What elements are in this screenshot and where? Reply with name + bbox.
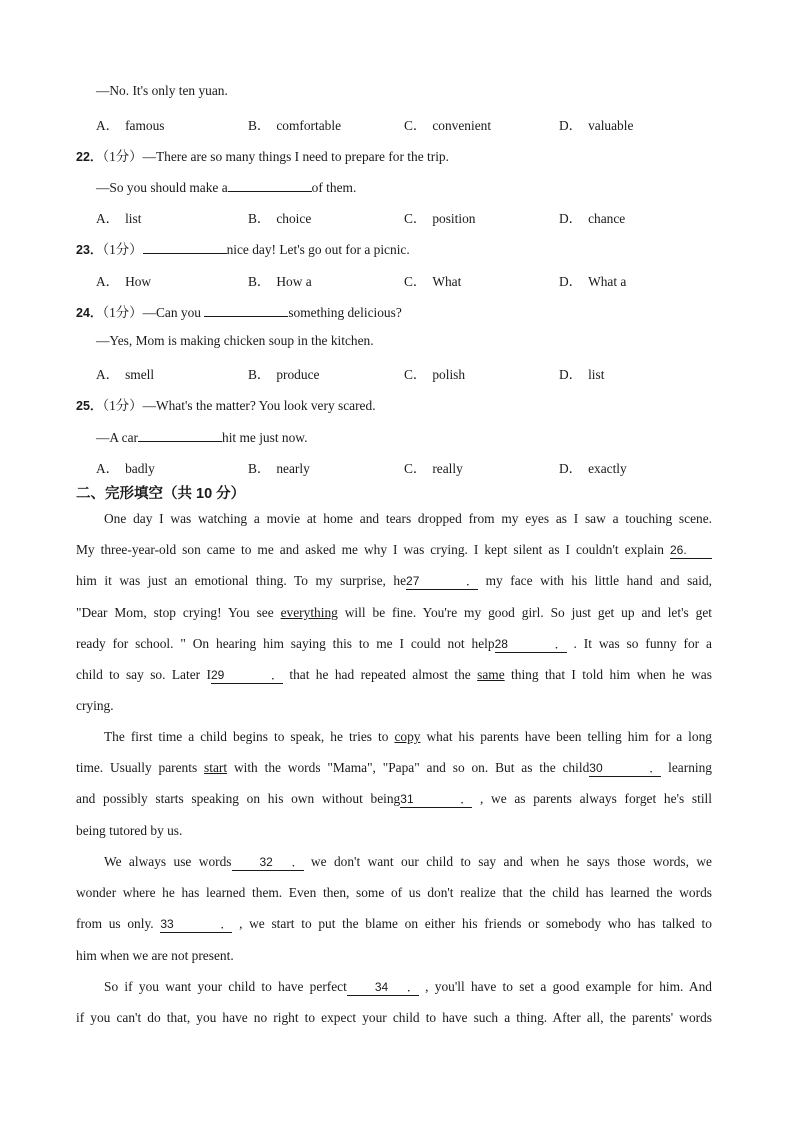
cloze-blank-33[interactable]: 33． [160, 917, 233, 932]
q21-option-a[interactable]: A． famous [96, 118, 165, 133]
passage-line: One day I was watching a movie at home and tears dropped from my eyes as I saw a touching scene. [104, 511, 712, 526]
q24-option-a[interactable]: A． smell [96, 367, 155, 382]
answer-blank[interactable] [228, 177, 312, 192]
q21-option-c[interactable]: C． convenient [404, 118, 492, 133]
passage-line: wonder where he has learned them. Even then, some of us don't realize that the child has learned the words [76, 885, 712, 901]
q22-option-d[interactable]: D． chance [559, 211, 626, 226]
question-number: 25． [76, 399, 103, 413]
passage-line: and possibly starts speaking on his own without being31． , we as parents always forget he's still [76, 791, 712, 807]
passage-line: crying. [76, 698, 114, 714]
passage-line: from us only. 33． , we start to put the blame on either his friends or somebody who has talked to [76, 916, 712, 932]
q21-options [96, 115, 716, 133]
q22-option-b[interactable]: B． choice [248, 211, 312, 226]
q22-stem: 22．（1分）—There are so many things I need to prepare for the trip. [76, 149, 449, 164]
cloze-blank-28[interactable]: 28． [494, 636, 567, 651]
q24-option-b[interactable]: B． produce [248, 367, 320, 382]
answer-blank[interactable] [138, 427, 222, 442]
passage-line: him when we are not present. [76, 947, 234, 963]
question-score: （1分） [102, 242, 143, 257]
question-number: 24． [76, 306, 103, 320]
q25-option-d[interactable]: D． exactly [559, 461, 627, 476]
q23-option-d[interactable]: D． What a [559, 274, 627, 289]
underlined-word: everything [280, 604, 338, 620]
q25-option-c[interactable]: C． really [404, 461, 463, 476]
q24-line2: —Yes, Mom is making chicken soup in the kitchen. [96, 333, 374, 348]
passage-line: ready for school. " On hearing him saying this to me I could not help28． . It was so funny for a [76, 635, 712, 651]
passage-line: So if you want your child to have perfect 34． , you'll have to set a good example for him. And [104, 979, 712, 994]
question-score: （1分） [102, 149, 143, 164]
q23-stem: 23．（1分） nice day! Let's go out for a picnic. [76, 239, 410, 258]
q25-option-b[interactable]: B． nearly [248, 461, 310, 476]
answer-blank[interactable] [143, 239, 227, 254]
q23-options [96, 271, 716, 289]
q21-option-d[interactable]: D． valuable [559, 118, 634, 133]
passage-line: child to say so. Later I29． that he had repeated almost the same thing that I told him when he was [76, 667, 712, 683]
q25-options [96, 458, 716, 476]
q23-option-b[interactable]: B． How a [248, 274, 312, 289]
cloze-blank-26[interactable]: 26. [670, 542, 712, 559]
q25-option-a[interactable]: A． badly [96, 461, 155, 476]
q25-line2: —A car hit me just now. [96, 427, 307, 446]
question-score: （1分） [102, 305, 143, 320]
passage-paragraph-1 [76, 503, 712, 721]
q24-option-c[interactable]: C． polish [404, 367, 466, 382]
passage-line: him it was just an emotional thing. To my surprise, he27． my face with his little hand and said, [76, 573, 712, 589]
q21-option-b[interactable]: B． comfortable [248, 118, 342, 133]
underlined-word: copy [394, 729, 421, 744]
q24-stem: 24．（1分）—Can you something delicious? [76, 302, 402, 321]
passage-paragraph-3 [76, 846, 712, 971]
q24-option-d[interactable]: D． list [559, 367, 605, 382]
passage-line: My three-year-old son came to me and asked me why I was crying. I kept silent as I couldn't explain 26. [76, 534, 712, 565]
cloze-blank-29[interactable]: 29． [210, 668, 283, 683]
cloze-blank-31[interactable]: 31． [400, 792, 473, 807]
q25-stem: 25．（1分）—What's the matter? You look very scared. [76, 398, 376, 413]
q23-option-c[interactable]: C． What [404, 274, 462, 289]
q24-options [96, 364, 716, 382]
q21-answer-line: —No. It's only ten yuan. [96, 83, 228, 98]
question-number: 23． [76, 243, 103, 257]
question-number: 22． [76, 150, 103, 164]
passage-line: We always use words 32． we don't want our child to say and when he says those words, we [104, 854, 712, 869]
cloze-blank-34[interactable]: 34． [347, 979, 419, 996]
q22-option-c[interactable]: C． position [404, 211, 476, 226]
cloze-blank-30[interactable]: 30． [589, 761, 662, 776]
cloze-blank-32[interactable]: 32． [232, 854, 304, 871]
passage-line: being tutored by us. [76, 822, 183, 838]
passage-paragraph-2 [76, 721, 712, 846]
question-score: （1分） [102, 398, 143, 413]
answer-blank[interactable] [204, 302, 288, 317]
passage-line: if you can't do that, you have no right to expect your child to have such a thing. After all, the parents' words [76, 1010, 712, 1026]
q22-line2: —So you should make a of them. [96, 177, 356, 196]
underlined-word: same [477, 667, 505, 683]
underlined-word: start [204, 760, 228, 776]
q23-option-a[interactable]: A． How [96, 274, 152, 289]
passage-line: The first time a child begins to speak, he tries to copy what his parents have been telling him for a long [104, 729, 712, 744]
q22-options [96, 208, 716, 226]
cloze-blank-27[interactable]: 27． [406, 574, 479, 589]
passage-line: "Dear Mom, stop crying! You see everything will be fine. You're my good girl. So just get up and let's get [76, 604, 712, 620]
section-heading: 二、完形填空（共 10 分） [76, 486, 246, 502]
passage-line: time. Usually parents start with the words "Mama", "Papa" and so on. But as the child30． learning [76, 760, 712, 776]
q22-option-a[interactable]: A． list [96, 211, 142, 226]
passage-paragraph-4 [76, 971, 712, 1033]
